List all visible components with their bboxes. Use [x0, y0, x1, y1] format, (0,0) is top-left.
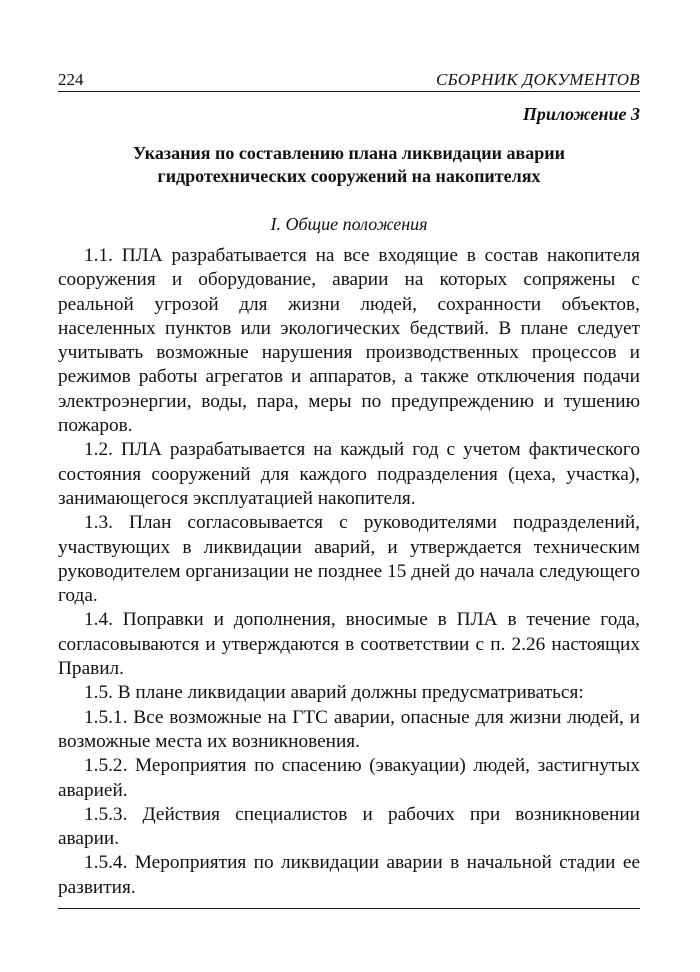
running-title: СБОРНИК ДОКУМЕНТОВ — [435, 70, 640, 89]
document-page — [58, 70, 640, 900]
paragraph-1-5-3: 1.5.3. Действия специалистов и рабочих при возникновении аварии. — [58, 803, 640, 850]
page-header — [58, 70, 640, 92]
document-title — [58, 142, 640, 188]
paragraph-1-5: 1.5. В плане ликвидации аварий должны предусматриваться: — [84, 682, 584, 704]
paragraph-1-2: 1.2. ПЛА разрабатывается на каждый год с учетом фактического состояния сооружений для каждого подразделения (цеха, участка), занимающегося эксплуатацией накопителя. — [58, 439, 640, 509]
section-heading: I. Общие положения — [270, 214, 428, 234]
paragraph-1-1: 1.1. ПЛА разрабатывается на все входящие в состав накопителя сооружения и оборудование, аварии на которых сопряжены с реальной угрозой для жизни людей, сохранности объектов, населенных пунктов или экологических бедствий. В плане следует учитывать возможные нарушения производственных процессов и режимов работы агрегатов и аппаратов, а также отключения подачи электроэнергии, воды, пара, меры по предупреждению и тушению пожаров. — [58, 245, 640, 437]
paragraph-1-5-1: 1.5.1. Все возможные на ГТС аварии, опасные для жизни людей, и возможные места их возникновения. — [58, 706, 640, 752]
page-number: 224 — [58, 70, 84, 89]
title-line: гидротехнических сооружений на накопителях — [157, 166, 541, 186]
title-line: Указания по составлению плана ликвидации аварии — [133, 143, 565, 163]
body-text — [58, 244, 640, 900]
paragraph-1-5-2: 1.5.2. Мероприятия по спасению (эвакуации) людей, застигнутых аварией. — [58, 755, 640, 801]
footer-rule — [58, 908, 640, 909]
paragraph-1-3: 1.3. План согласовывается с руководителями подразделений, участвующих в ликвидации аварий, и утверждается техническим руководителем организации не позднее 15 дней до начала следующего года. — [58, 512, 640, 607]
paragraph-1-4: 1.4. Поправки и дополнения, вносимые в ПЛА в течение года, согласовываются и утверждаются в соответствии с п. 2.26 настоящих Правил. — [58, 609, 640, 680]
appendix-label: Приложение 3 — [522, 104, 640, 124]
paragraph-1-5-4: 1.5.4. Мероприятия по ликвидации аварии в начальной стадии ее развития. — [58, 852, 640, 898]
